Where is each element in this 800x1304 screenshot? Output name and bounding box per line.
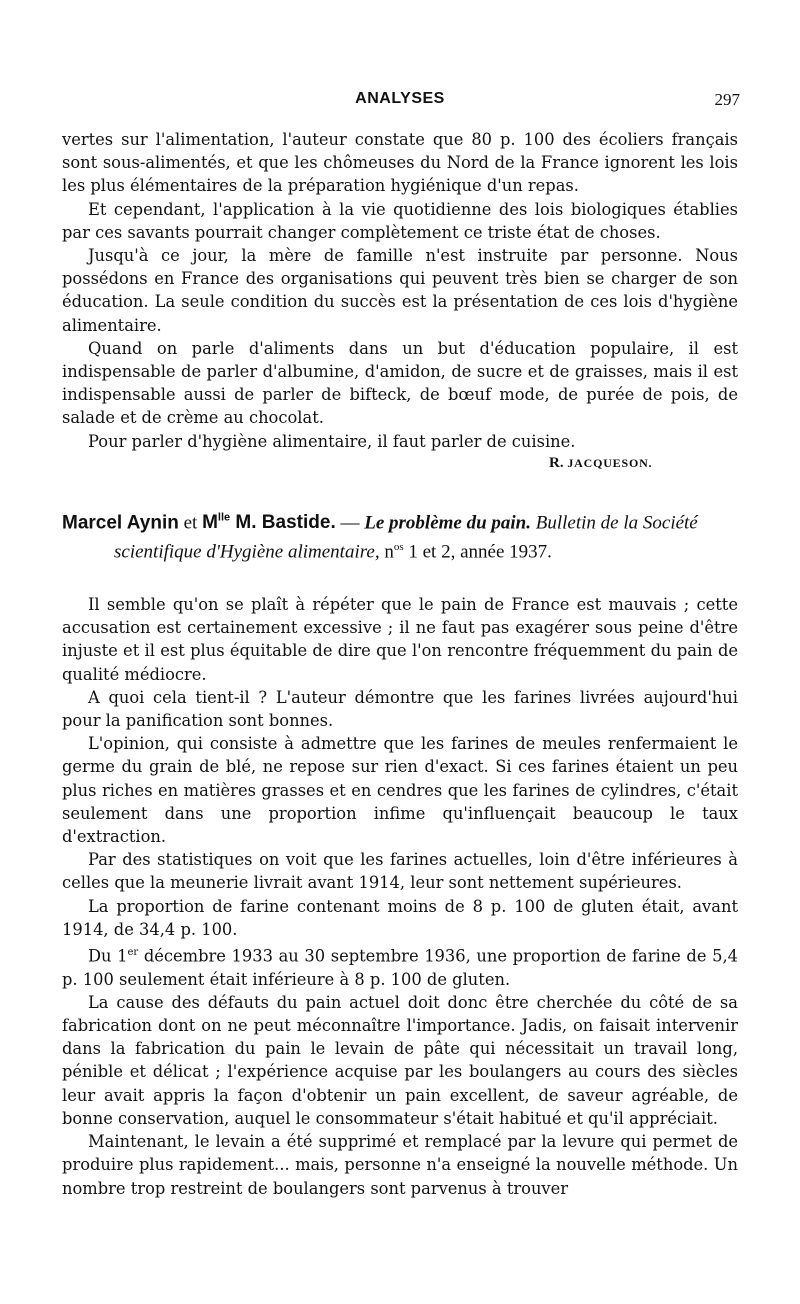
journal-name: Bulletin de la Société scientifique d'Hygiène alimentaire, xyxy=(114,512,698,563)
review-body xyxy=(62,593,738,1200)
author-name-text: M. Bastide. xyxy=(235,512,336,534)
paragraph: Il semble qu'on se plaît à répéter que le pain de France est mauvais ; cette accusation est certainement excessive ; il ne faut pas exagérer sous peine d'être injuste et il est plus équitable de dire que l'on rencontre fréquemment du pain de qualité médiocre. xyxy=(62,595,738,684)
dash: — xyxy=(340,512,360,534)
ordinal-superscript: er xyxy=(127,947,139,959)
issue-prefix: n xyxy=(384,541,394,563)
author-name xyxy=(202,512,336,533)
author-title: M xyxy=(202,512,218,534)
previous-review-continuation xyxy=(62,128,738,453)
signature-name: JACQUESON. xyxy=(567,456,653,470)
paragraph: Par des statistiques on voit que les farines actuelles, loin d'être inférieures à celles que la meunerie livrait avant 1914, leur sont nettement supérieures. xyxy=(62,850,738,893)
paragraph: La cause des défauts du pain actuel doit donc être cherchée du côté de sa fabrication dont on ne peut méconnaître l'importance. Jadis, on faisait intervenir dans la fabrication du pain le levain de pâte qui nécessitait un travail long, pénible et délicat ; l'expérience acquise par les boulangers au cours des siècles leur avait appris la façon d'obtenir un pain excellent, de saveur agréable, de bonne conservation, auquel le consommateur s'était habitué et qu'il appréciait. xyxy=(62,992,738,1128)
paragraph: L'opinion, qui consiste à admettre que les farines de meules renfermaient le germe du grain de blé, ne repose sur rien d'exact. Si ces farines étaient un peu plus riches en matières grasses et en cendres que les farines de cylindres, c'était seulement dans une proportion infime qu'influençait beaucoup le taux d'extraction. xyxy=(62,734,738,847)
author-title-superscript: lle xyxy=(217,512,231,524)
paragraph xyxy=(62,941,738,991)
conjunction: et xyxy=(183,512,198,534)
paragraph: Et cependant, l'application à la vie quotidienne des lois biologiques établies par ces savants pourrait changer complètement ce triste état de choses. xyxy=(62,199,738,242)
running-title: ANALYSES xyxy=(355,90,445,107)
signature-initial: R. xyxy=(549,455,568,471)
paragraph: Jusqu'à ce jour, la mère de famille n'est instruite par personne. Nous possédons en France des organisations qui peuvent très bien se charger de son éducation. La seule condition du succès est la présentation de ces lois d'hygiène alimentaire. xyxy=(62,246,738,335)
paragraph-text: décembre 1933 au 30 septembre 1936, une proportion de farine de 5,4 p. 100 seulement était inférieure à 8 p. 100 de gluten. xyxy=(62,946,738,989)
reviewer-signature xyxy=(549,455,652,472)
article-title: Le problème du pain. xyxy=(364,512,532,534)
issue-superscript: os xyxy=(393,541,404,554)
paragraph: Quand on parle d'aliments dans un but d'éducation populaire, il est indispensable de parler d'albumine, d'amidon, de sucre et de graisses, mais il est indispensable aussi de parler de bifteck, de bœuf mode, de purée de pois, de salade et de crème au chocolat. xyxy=(62,338,738,428)
author-name: Marcel Aynin xyxy=(62,512,179,534)
paragraph: Pour parler d'hygiène alimentaire, il faut parler de cuisine. xyxy=(88,431,576,451)
paragraph-text: Du 1 xyxy=(88,946,128,966)
page-number: 297 xyxy=(714,90,740,109)
paragraph: La proportion de farine contenant moins de 8 p. 100 de gluten était, avant 1914, de 34,4 p. 100. xyxy=(62,896,738,939)
paragraph: Maintenant, le levain a été supprimé et remplacé par la levure qui permet de produire plus rapidement... mais, personne n'a enseigné la nouvelle méthode. Un nombre trop restreint de boulangers sont parvenus à trouver xyxy=(62,1132,738,1198)
running-head xyxy=(60,90,740,114)
paragraph: A quoi cela tient-il ? L'auteur démontre que les farines livrées aujourd'hui pour la panification sont bonnes. xyxy=(62,687,738,731)
issue-details: 1 et 2, année 1937. xyxy=(408,541,552,563)
paragraph: vertes sur l'alimentation, l'auteur constate que 80 p. 100 des écoliers français sont sous-alimentés, et que les chômeuses du Nord de la France ignorent les lois les plus élémentaires de la préparation hygiénique d'un repas. xyxy=(62,130,738,196)
review-heading xyxy=(62,506,790,565)
